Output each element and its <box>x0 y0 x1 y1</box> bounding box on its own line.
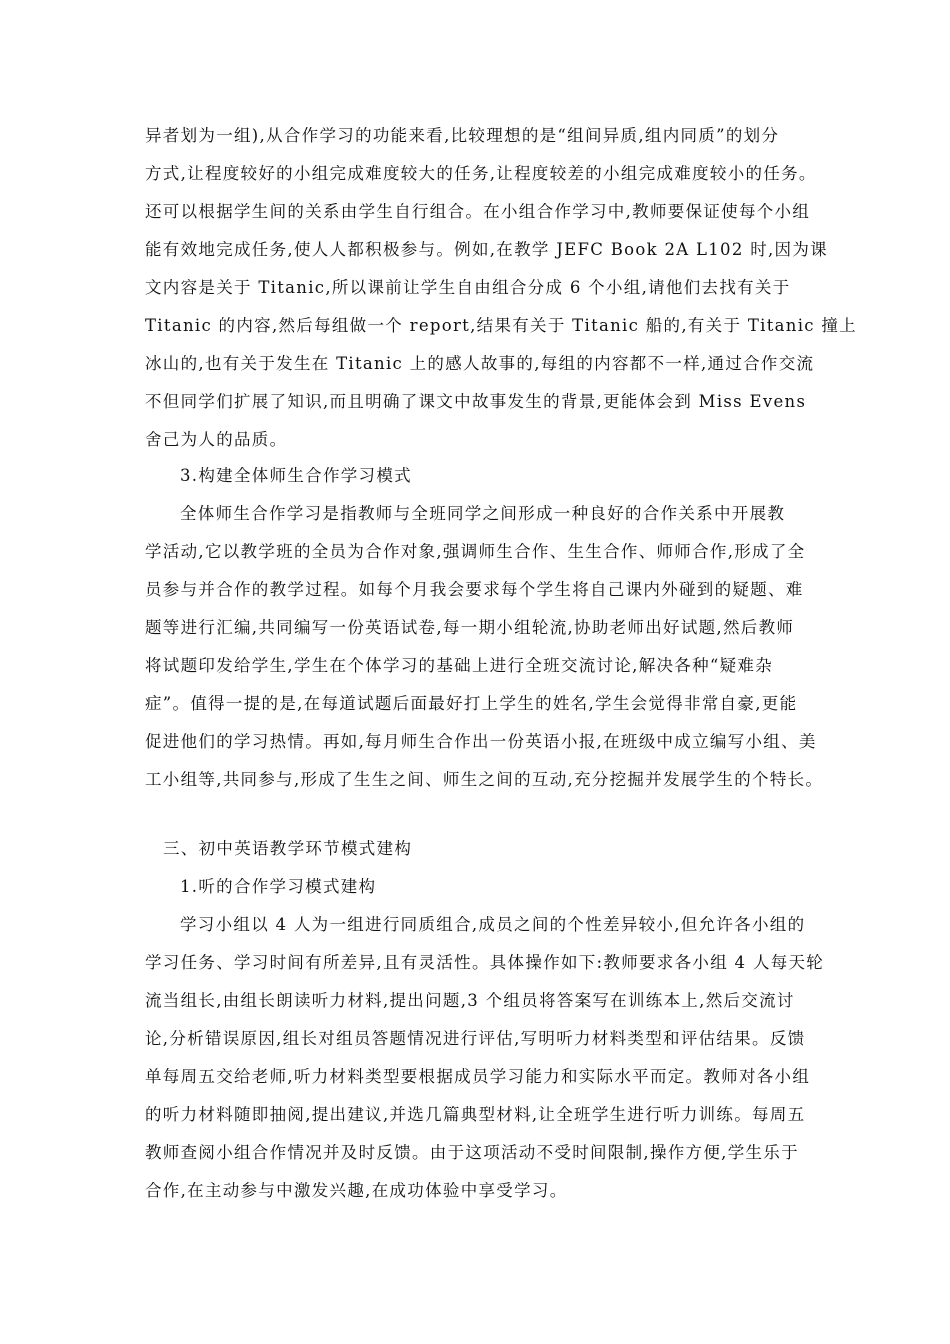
text-line: 方式,让程度较好的小组完成难度较大的任务,让程度较差的小组完成难度较小的任务。 <box>145 164 817 183</box>
text-line: 合作,在主动参与中激发兴趣,在成功体验中享受学习。 <box>145 1181 568 1200</box>
text-line: 不但同学们扩展了知识,而且明确了课文中故事发生的背景,更能体会到 Miss Evens <box>145 392 807 411</box>
text-line: 题等进行汇编,共同编写一份英语试卷,每一期小组轮流,协助老师出好试题,然后教师 <box>145 618 795 637</box>
text-line: 症”。值得一提的是,在每道试题后面最好打上学生的姓名,学生会觉得非常自豪,更能 <box>145 694 798 713</box>
text-line: 学活动,它以教学班的全员为合作对象,强调师生合作、生生合作、师师合作,形成了全 <box>145 542 806 561</box>
subsection-heading: 3.构建全体师生合作学习模式 <box>180 466 412 485</box>
text-line: 促进他们的学习热情。再如,每月师生合作出一份英语小报,在班级中成立编写小组、美 <box>145 732 817 751</box>
text-line: Titanic 的内容,然后每组做一个 report,结果有关于 Titanic 船的,有关于 Titanic 撞上 <box>145 316 857 335</box>
text-line: 异者划为一组),从合作学习的功能来看,比较理想的是“组间异质,组内同质”的划分 <box>145 126 780 145</box>
text-line: 冰山的,也有关于发生在 Titanic 上的感人故事的,每组的内容都不一样,通过合作交流 <box>145 354 815 373</box>
text-line: 还可以根据学生间的关系由学生自行组合。在小组合作学习中,教师要保证使每个小组 <box>145 202 811 221</box>
text-line: 能有效地完成任务,使人人都积极参与。例如,在教学 JEFC Book 2A L102 时,因为课 <box>145 240 828 259</box>
text-line: 论,分析错误原因,组长对组员答题情况进行评估,写明听力材料类型和评估结果。反馈 <box>145 1029 806 1048</box>
text-line: 的听力材料随即抽阅,提出建议,并选几篇典型材料,让全班学生进行听力训练。每周五 <box>145 1105 806 1124</box>
text-line: 全体师生合作学习是指教师与全班同学之间形成一种良好的合作关系中开展教 <box>180 504 786 523</box>
text-line: 流当组长,由组长朗读听力材料,提出问题,3 个组员将答案写在训练本上,然后交流讨 <box>145 991 795 1010</box>
section-heading: 三、初中英语教学环节模式建构 <box>163 839 413 858</box>
text-line: 工小组等,共同参与,形成了生生之间、师生之间的互动,充分挖掘并发展学生的个特长。 <box>145 770 824 789</box>
subsection-heading: 1.听的合作学习模式建构 <box>180 877 377 896</box>
text-line: 教师查阅小组合作情况并及时反馈。由于这项活动不受时间限制,操作方便,学生乐于 <box>145 1143 799 1162</box>
text-line: 单每周五交给老师,听力材料类型要根据成员学习能力和实际水平而定。教师对各小组 <box>145 1067 811 1086</box>
text-line: 舍己为人的品质。 <box>145 430 288 449</box>
text-line: 文内容是关于 Titanic,所以课前让学生自由组合分成 6 个小组,请他们去找有关于 <box>145 278 791 297</box>
text-line: 学习任务、学习时间有所差异,且有灵活性。具体操作如下:教师要求各小组 4 人每天轮 <box>145 953 825 972</box>
text-line: 学习小组以 4 人为一组进行同质组合,成员之间的个性差异较小,但允许各小组的 <box>180 915 806 934</box>
text-line: 将试题印发给学生,学生在个体学习的基础上进行全班交流讨论,解决各种“疑难杂 <box>145 656 774 675</box>
text-line: 员参与并合作的教学过程。如每个月我会要求每个学生将自己课内外碰到的疑题、难 <box>145 580 804 599</box>
